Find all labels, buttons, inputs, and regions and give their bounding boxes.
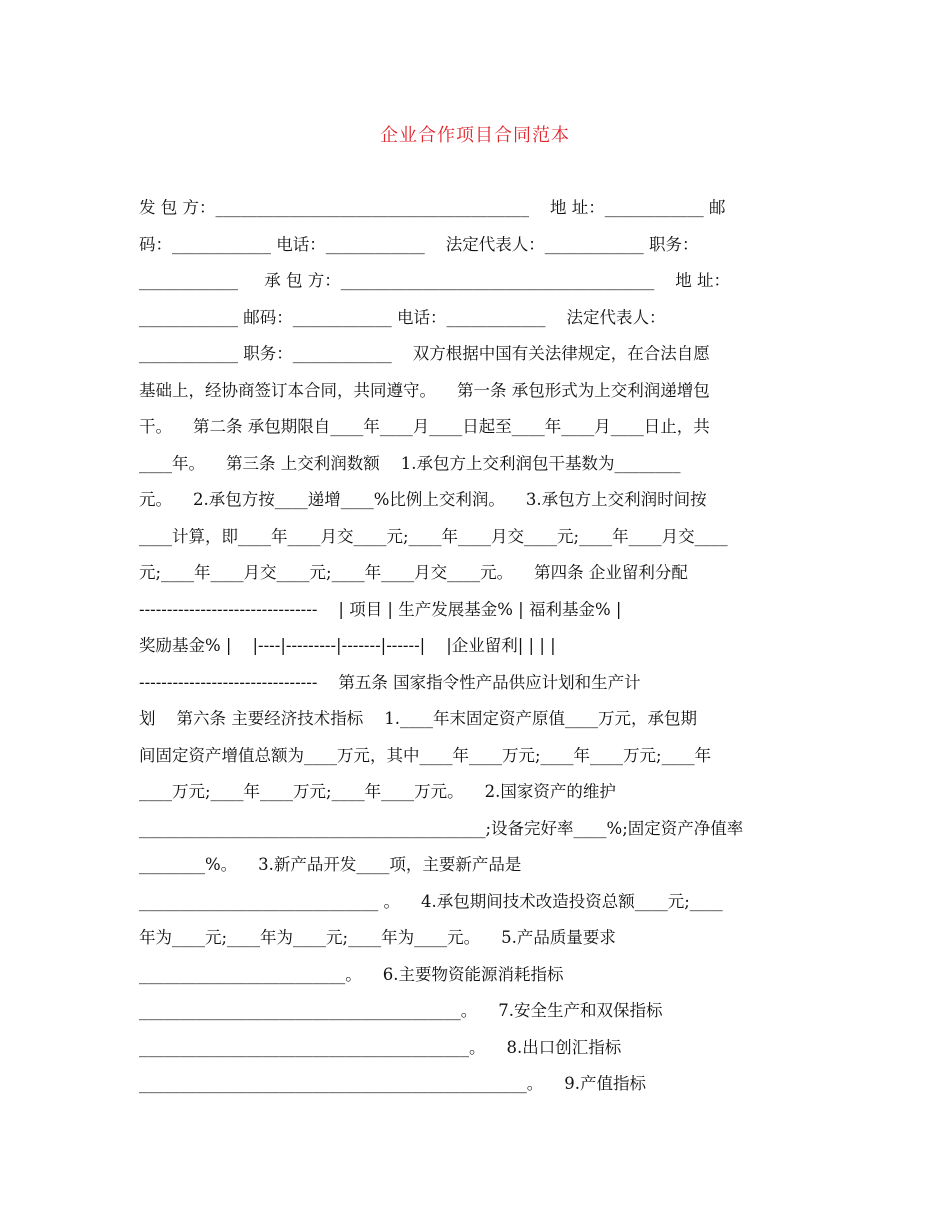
body-line: _______________________________________。 7.安全生产和双保指标 xyxy=(139,1001,663,1020)
body-line: ____________ 职务：____________ 双方根据中国有关法律规定，在合法自愿 xyxy=(139,344,710,363)
document-body xyxy=(139,190,819,1103)
body-line: 基础上，经协商签订本合同，共同遵守。 第一条 承包形式为上交利润递增包 xyxy=(139,380,710,400)
body-line: _________________________。 6.主要物资能源消耗指标 xyxy=(139,964,564,984)
body-line: ____________ 邮码：____________ 电话：____________ 法定代表人： xyxy=(139,307,666,327)
body-line: ____计算，即____年____月交____元;____年____月交____元;____年____月交____ xyxy=(139,526,728,546)
body-line: __________________________________________;设备完好率____%;固定资产净值率 xyxy=(139,818,744,838)
body-line: -------------------------------- 第五条 国家指令性产品供应计划和生产计 xyxy=(139,672,641,692)
body-line: ____万元;____年____万元;____年____万元。 2.国家资产的维护 xyxy=(139,782,616,801)
body-line: ____________ 承 包 方：______________________________________ 地 址： xyxy=(139,271,730,290)
body-line: 发 包 方：______________________________________ 地 址：____________ 邮 xyxy=(139,198,726,217)
body-line: ____年。 第三条 上交利润数额 1.承包方上交利润包干基数为________ xyxy=(139,453,681,473)
body-line: _____________________________ 。 4.承包期间技术改造投资总额____元;____ xyxy=(139,891,723,911)
body-line: 间固定资产增值总额为____万元，其中____年____万元;____年____万元;____年 xyxy=(139,745,712,765)
body-line: 奖励基金% | |----|---------|-------|------| |企业留利| | | | xyxy=(139,636,556,655)
body-line: 干。 第二条 承包期限自____年____月____日起至____年____月____日止，共 xyxy=(139,417,710,436)
body-line: 码：____________ 电话：____________ 法定代表人：____________ 职务： xyxy=(139,234,699,254)
body-line: 元;____年____月交____元;____年____月交____元。 第四条 企业留利分配 xyxy=(139,563,688,582)
document-title: 企业合作项目合同范本 xyxy=(380,125,570,146)
body-line: _______________________________________________。 9.产值指标 xyxy=(139,1074,646,1093)
body-line: -------------------------------- | 项目 | 生产发展基金% | 福利基金% | xyxy=(139,599,622,619)
body-line: 元。 2.承包方按____递增____%比例上交利润。 3.承包方上交利润时间按 xyxy=(139,490,707,509)
body-line: ________%。 3.新产品开发____项，主要新产品是 xyxy=(139,855,522,874)
body-line: 划 第六条 主要经济技术指标 1.____年末固定资产原值____万元，承包期 xyxy=(139,709,697,728)
body-line: 年为____元;____年为____元;____年为____元。 5.产品质量要求 xyxy=(139,928,616,947)
body-line: ________________________________________。 8.出口创汇指标 xyxy=(139,1037,622,1057)
